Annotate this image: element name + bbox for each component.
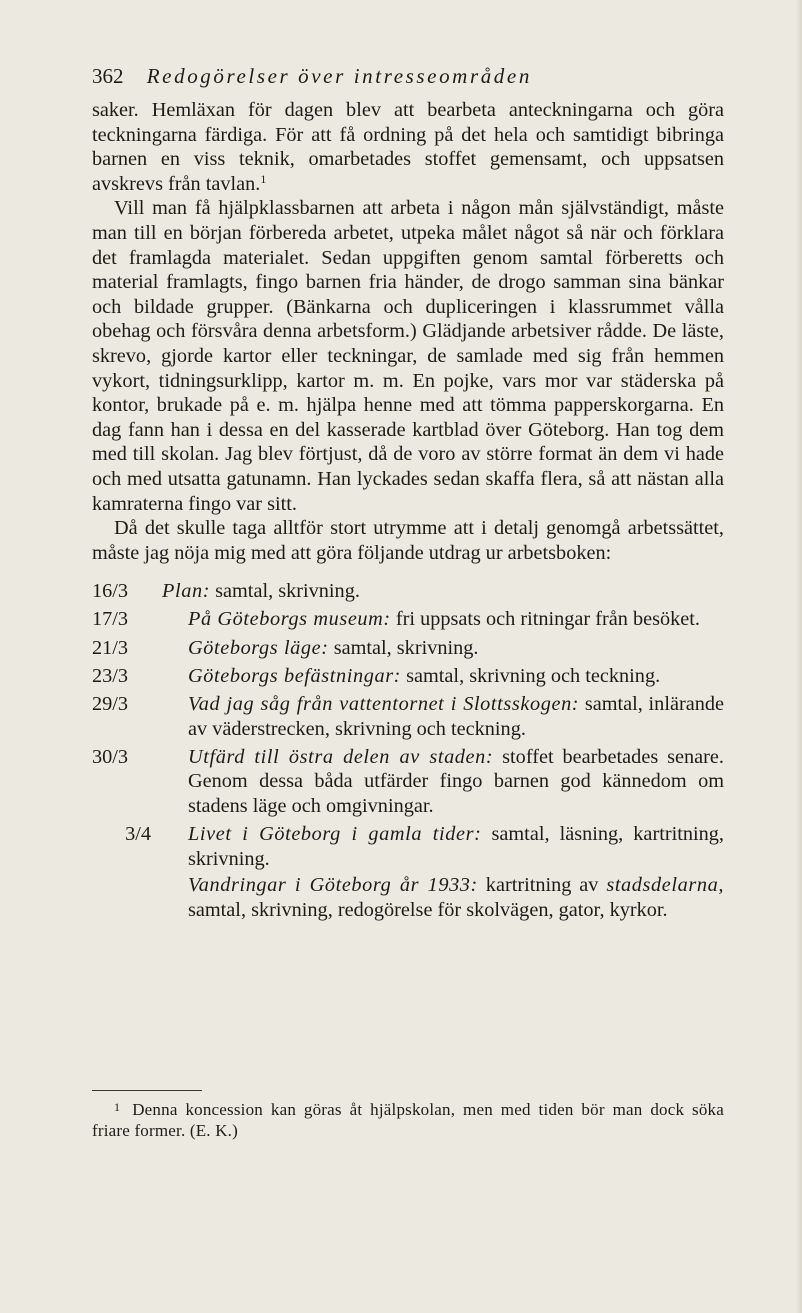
footnote-rule xyxy=(92,1090,202,1091)
log-entry xyxy=(92,636,724,661)
log-text: samtal, skrivning. xyxy=(333,636,479,659)
log-title: På Göteborgs museum: xyxy=(188,608,391,631)
log-title: Göteborgs läge: xyxy=(188,636,329,659)
log-title: Göteborgs befästningar: xyxy=(188,664,402,687)
log-title: Livet i Göteborg i gamla tider: xyxy=(188,823,482,846)
log-entry xyxy=(92,664,724,689)
workbook-excerpt xyxy=(92,579,724,922)
log-text: stoffet bearbetades senare. Genom dessa båda utfärder fingo barnen god kännedom om stadens läge och omgivningar. xyxy=(188,745,724,817)
log-date: 17/3 xyxy=(92,608,129,631)
log-date: 16/3 xyxy=(92,580,129,603)
log-title: Utfärd till östra delen av staden: xyxy=(188,745,494,768)
running-title: Redogörelser över intresseområden xyxy=(146,64,532,88)
log-entry xyxy=(92,692,724,741)
paragraph-3: Då det skulle taga alltför stort utrymme att i detalj genomgå arbetssättet, måste jag nöja mig med att göra följande utdrag ur arbetsboken: xyxy=(92,517,724,564)
log-text: samtal, läsning, kartritning, skrivning. xyxy=(188,823,724,870)
log-date: 30/3 xyxy=(92,745,129,768)
log-title: Vandringar i Göteborg år 1933: xyxy=(188,873,478,896)
log-entry xyxy=(92,822,724,871)
log-text: kartritning av xyxy=(485,873,599,896)
log-date: 21/3 xyxy=(92,636,129,659)
log-text: samtal, inlärande av väderstrecken, skrivning och teckning. xyxy=(188,693,724,740)
footnote-mark: 1 xyxy=(114,1100,121,1114)
page-body xyxy=(92,98,724,922)
log-text: samtal, skrivning. xyxy=(215,580,360,603)
log-text: fri uppsats och ritningar från besöket. xyxy=(395,608,700,631)
log-text: samtal, skrivning, redogörelse för skolvägen, gator, kyrkor. xyxy=(188,898,668,921)
page-number: 362 xyxy=(92,64,124,88)
page-edge xyxy=(796,0,802,1313)
log-date: 3/4 xyxy=(125,823,151,846)
log-date: 23/3 xyxy=(92,664,129,687)
log-text-italic: stadsdelarna, xyxy=(606,873,724,896)
log-entry xyxy=(92,579,724,604)
log-entry-continuation xyxy=(92,873,724,922)
log-text: samtal, skrivning och teckning. xyxy=(406,664,661,687)
log-date: 29/3 xyxy=(92,693,129,716)
footnote-reference: 1 xyxy=(260,171,267,186)
footnote-text: Denna koncession kan göras åt hjälpskolan, men med tiden bör man dock söka friare former. (E. K.) xyxy=(92,1100,724,1140)
log-title: Plan: xyxy=(162,580,211,603)
paragraph-1-text: saker. Hemläxan för dagen blev att bearbeta anteckningarna och göra teckningarna färdiga. För att få ordning på det hela och samtidigt bibringa barnen en viss teknik, omarbetades stoffet gemensamt, och uppsatsen avskrevs från tavlan. xyxy=(92,99,724,195)
running-header xyxy=(92,60,732,92)
paragraph-2: Vill man få hjälpklassbarnen att arbeta i någon mån självständigt, måste man till en början förbereda arbetet, utpeka målet något så när och förklara det framlagda materialet. Sedan uppgiften genom samtal förberetts och material framlagts, fingo barnen fria händer, de drogo samman sina bänkar och bildade grupper. (Bänkarna och dupliceringen i klassrummet vålla obehag och försvåra denna arbetsform.) Glädjande arbetsiver rådde. De läste, skrevo, gjorde kartor eller teckningar, de samlade med sig från hemmen vykort, tidningsurklipp, kartor m. m. En pojke, vars mor var städerska på kontor, brukade på e. m. hjälpa henne med att tömma papperskorgarna. En dag fann han i dessa en del kasserade kartblad över Göteborg. Han tog dem med till skolan. Jag blev förtjust, då de voro av större format än dem vi hade och med utsatta gatunamn. Han lyckades sedan skaffa flera, så att nästan alla kamraterna fingo var sitt. xyxy=(92,197,724,515)
log-title: Vad jag såg från vattentornet i Slottsskogen: xyxy=(188,693,580,716)
paragraph-1 xyxy=(92,98,724,196)
log-entry xyxy=(92,745,724,819)
footnote xyxy=(92,1097,724,1141)
log-entry xyxy=(92,607,724,632)
